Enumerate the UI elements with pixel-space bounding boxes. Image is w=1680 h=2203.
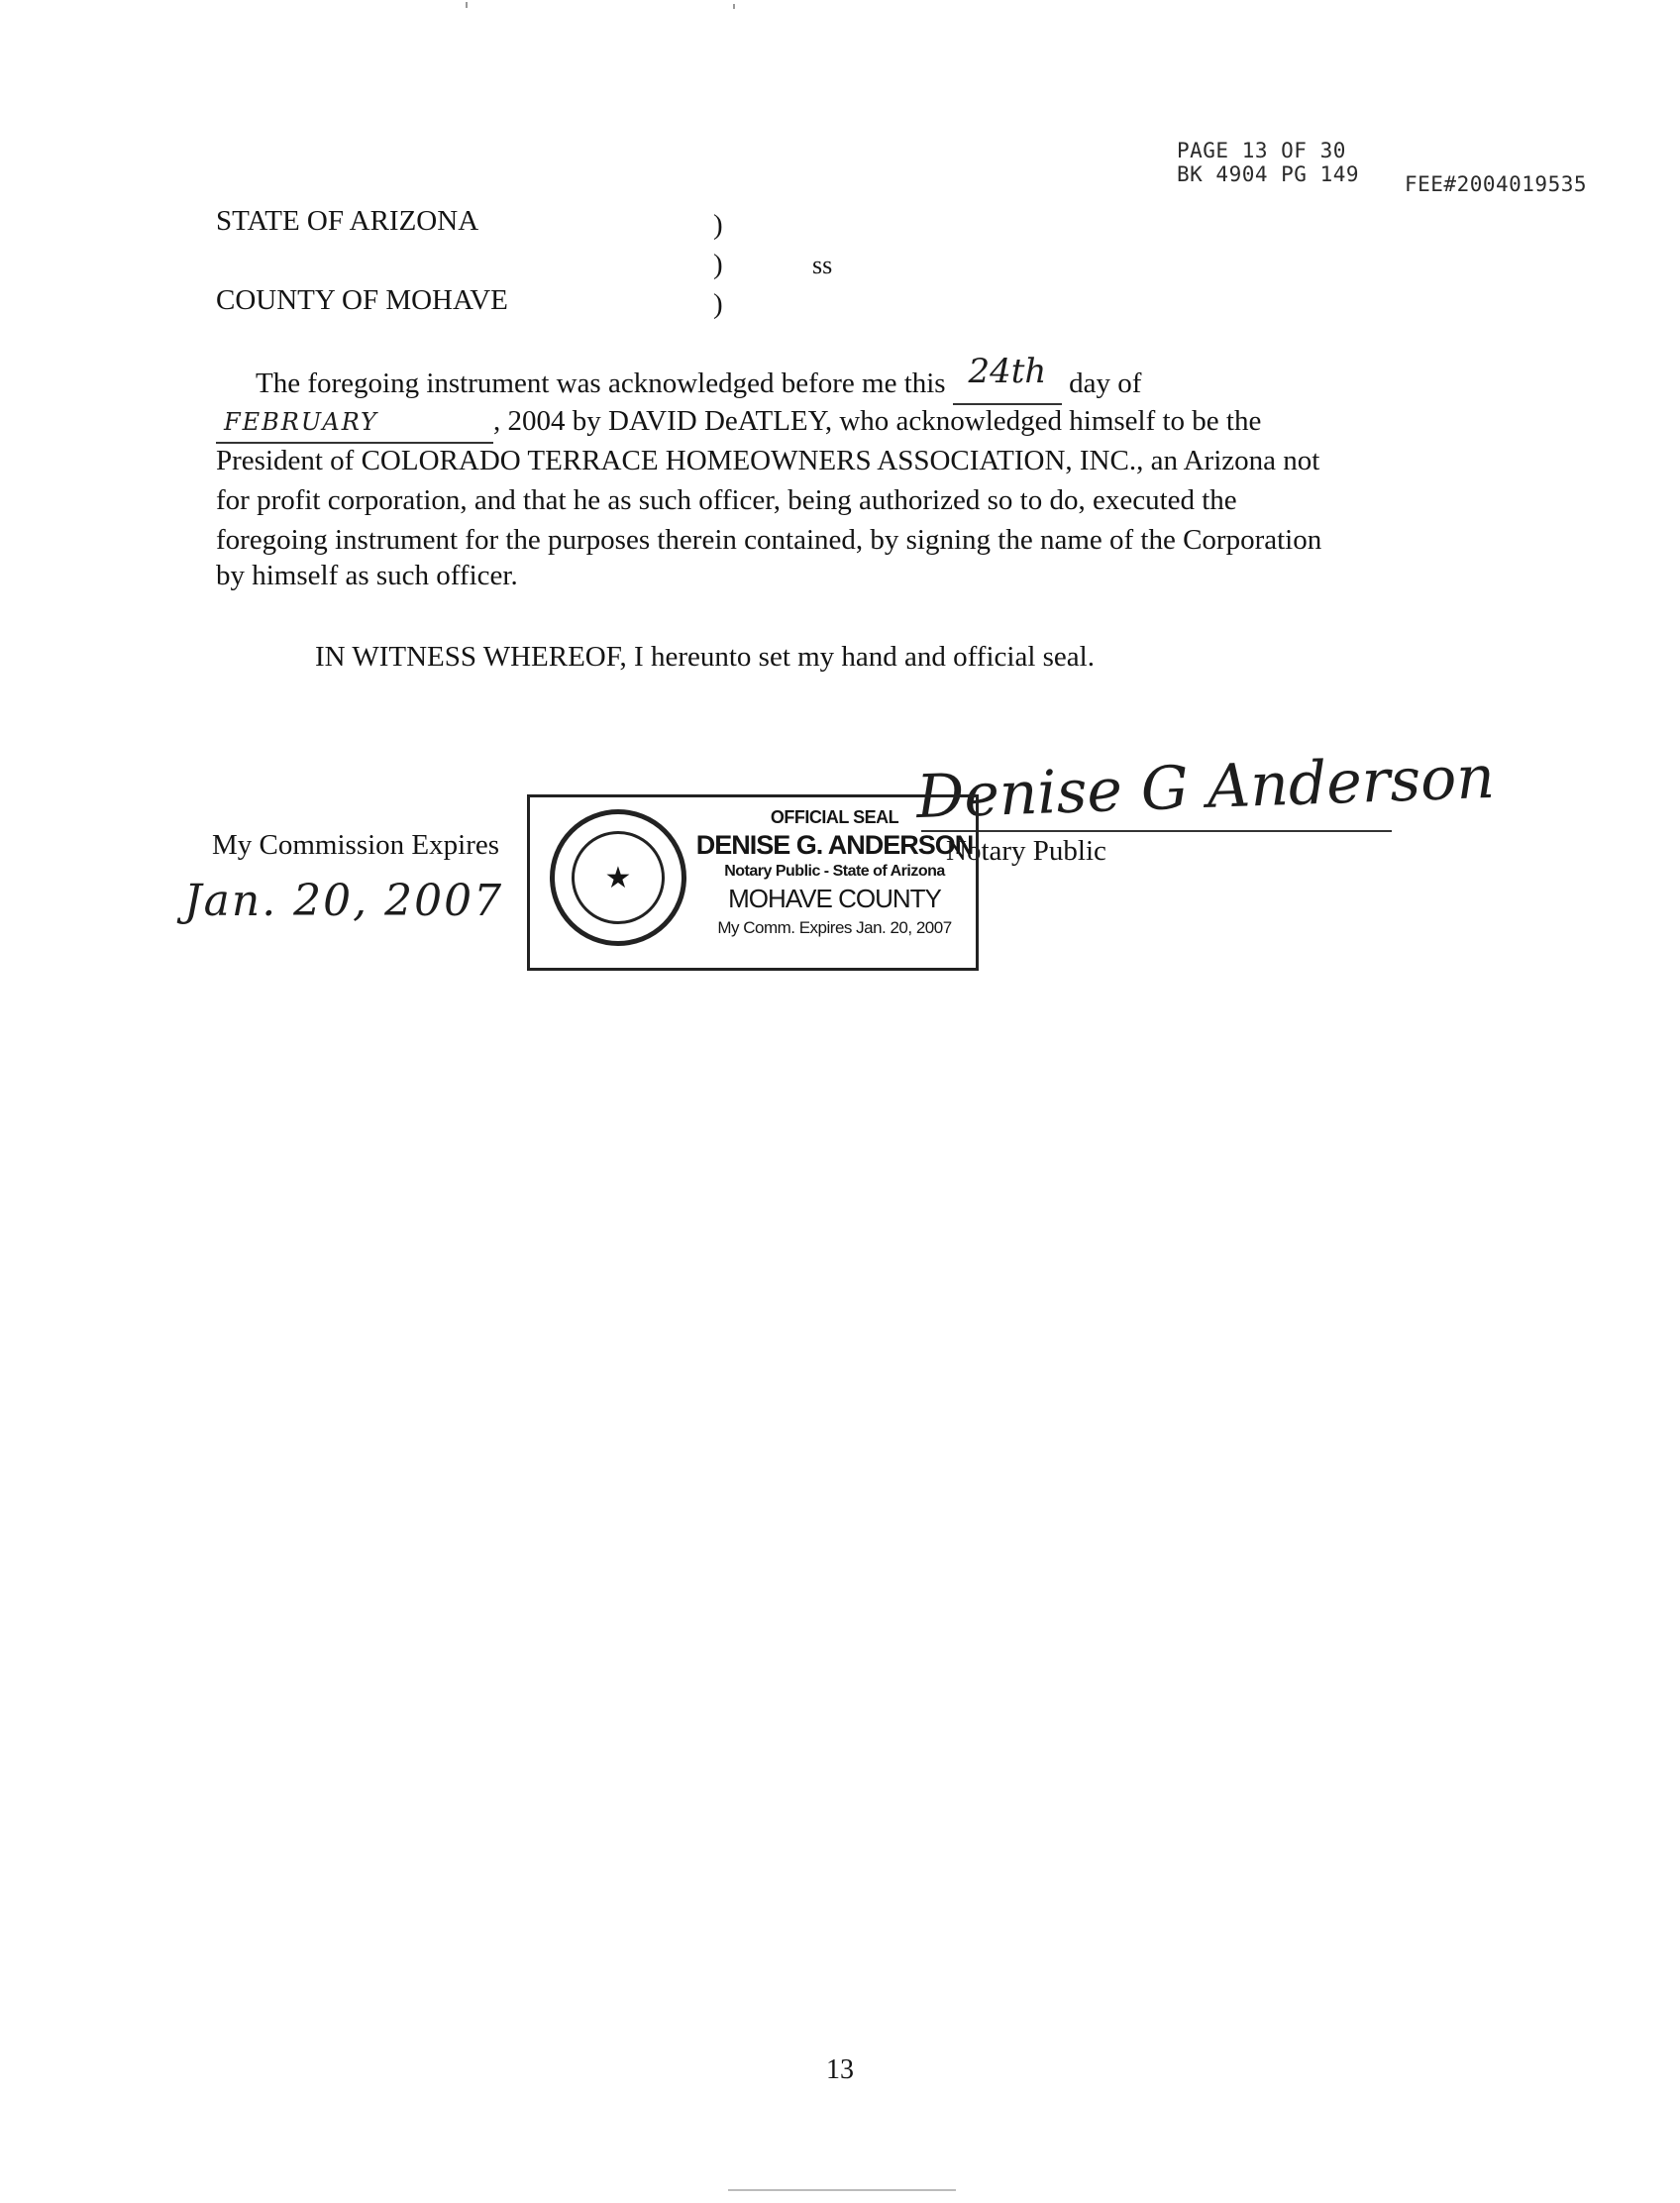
venue-county: COUNTY OF MOHAVE [216, 284, 508, 316]
commission-date-handwritten: Jan. 20, 2007 [184, 876, 504, 926]
seal-text-block [693, 797, 976, 938]
ack-line-4: for profit corporation, and that he as such officer, being authorized so to do, executed the [216, 484, 1237, 516]
seal-subtitle: Notary Public - State of Arizona [724, 863, 945, 880]
handwritten-day: 24th [968, 352, 1047, 391]
notary-public-label: Notary Public [946, 835, 1106, 867]
ack-line1-start: The foregoing instrument was acknowledged before me this [256, 367, 946, 399]
venue-paren-3: ) [713, 288, 723, 320]
ack-line-5: foregoing instrument for the purposes therein contained, by signing the name of the Corporation [216, 524, 1322, 556]
seal-star-icon: ★ [572, 831, 665, 924]
venue-ss: ss [812, 251, 833, 279]
ack-line-1 [256, 352, 1142, 405]
recording-page-line: PAGE 13 OF 30 [1177, 139, 1346, 162]
ack-line1-end: day of [1069, 367, 1142, 399]
witness-clause: IN WITNESS WHEREOF, I hereunto set my hand and official seal. [315, 641, 1095, 673]
ack-line-2 [216, 402, 1261, 444]
month-blank [216, 402, 493, 444]
scan-speck [466, 2, 468, 8]
ack-line-3: President of COLORADO TERRACE HOMEOWNERS ASSOCIATION, INC., an Arizona not [216, 445, 1320, 476]
seal-title: OFFICIAL SEAL [770, 807, 899, 827]
seal-county: MOHAVE COUNTY [728, 884, 941, 913]
ack-line-6: by himself as such officer. [216, 560, 518, 591]
day-blank [953, 352, 1062, 405]
notary-signature: Denise G Anderson [914, 742, 1496, 833]
page-number: 13 [826, 2054, 854, 2085]
seal-name: DENISE G. ANDERSON [695, 830, 974, 860]
recording-book-line: BK 4904 PG 149 [1177, 162, 1360, 186]
scan-speck [733, 4, 735, 9]
recording-fee-line: FEE#2004019535 [1405, 172, 1588, 196]
venue-state: STATE OF ARIZONA [216, 205, 479, 237]
venue-paren-2: ) [713, 249, 723, 280]
handwritten-month: FEBRUARY [224, 408, 378, 436]
notary-seal [527, 794, 979, 971]
seal-expires: My Comm. Expires Jan. 20, 2007 [717, 918, 952, 937]
scan-speck [728, 2189, 956, 2191]
ack-line2-rest: , 2004 by DAVID DeATLEY, who acknowledged himself to be the [493, 405, 1262, 437]
venue-paren-1: ) [713, 209, 723, 241]
state-seal-emblem [550, 809, 686, 946]
commission-label: My Commission Expires [212, 829, 500, 861]
